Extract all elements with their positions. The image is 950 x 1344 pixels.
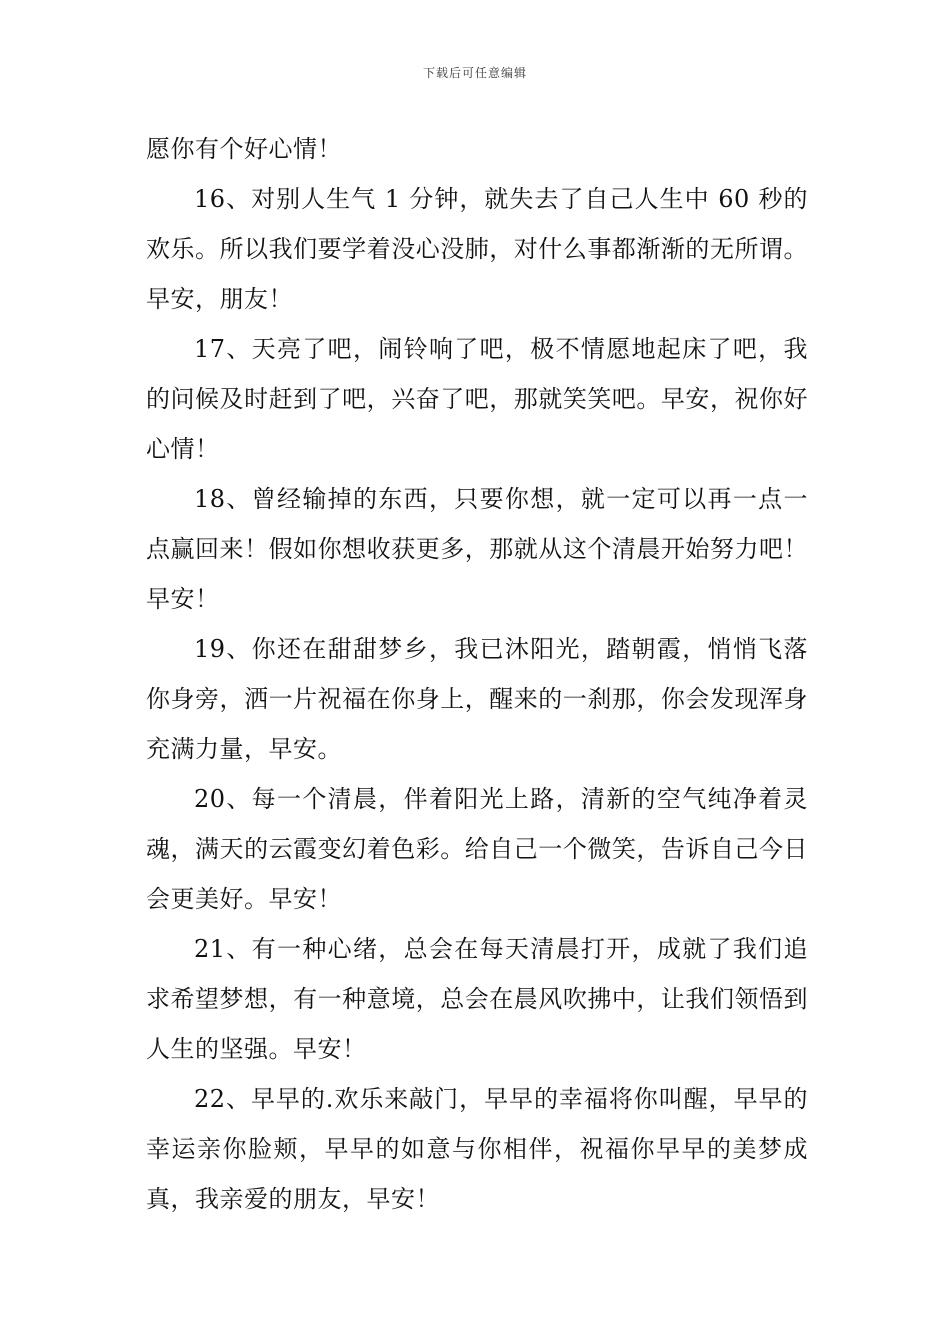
paragraph-18: 18、曾经输掉的东西，只要你想，就一定可以再一点一点赢回来！假如你想收获更多，那就从这个清晨开始努力吧！早安！ — [146, 485, 808, 613]
page-header: 下载后可任意编辑 — [422, 66, 527, 80]
paragraph-19: 19、你还在甜甜梦乡，我已沐阳光，踏朝霞，悄悄飞落你身旁，洒一片祝福在你身上，醒来的一刹那，你会发现浑身充满力量，早安。 — [146, 635, 808, 763]
paragraph-22: 22、早早的.欢乐来敲门，早早的幸福将你叫醒，早早的幸运亲你脸颊，早早的如意与你相伴，祝福你早早的美梦成真，我亲爱的朋友，早安！ — [146, 1085, 808, 1213]
paragraph-20: 20、每一个清晨，伴着阳光上路，清新的空气纯净着灵魂，满天的云霞变幻着色彩。给自己一个微笑，告诉自己今日会更美好。早安！ — [146, 785, 808, 913]
document-body — [146, 124, 808, 1224]
paragraph-continuation: 愿你有个好心情！ — [146, 135, 342, 163]
paragraph-16: 16、对别人生气 1 分钟，就失去了自己人生中 60 秒的欢乐。所以我们要学着没心没肺，对什么事都渐渐的无所谓。早安，朋友！ — [146, 185, 808, 313]
paragraph-21: 21、有一种心绪，总会在每天清晨打开，成就了我们追求希望梦想，有一种意境，总会在晨风吹拂中，让我们领悟到人生的坚强。早安！ — [146, 935, 808, 1063]
paragraph-17: 17、天亮了吧，闹铃响了吧，极不情愿地起床了吧，我的问候及时赶到了吧，兴奋了吧，那就笑笑吧。早安，祝你好心情！ — [146, 335, 808, 463]
